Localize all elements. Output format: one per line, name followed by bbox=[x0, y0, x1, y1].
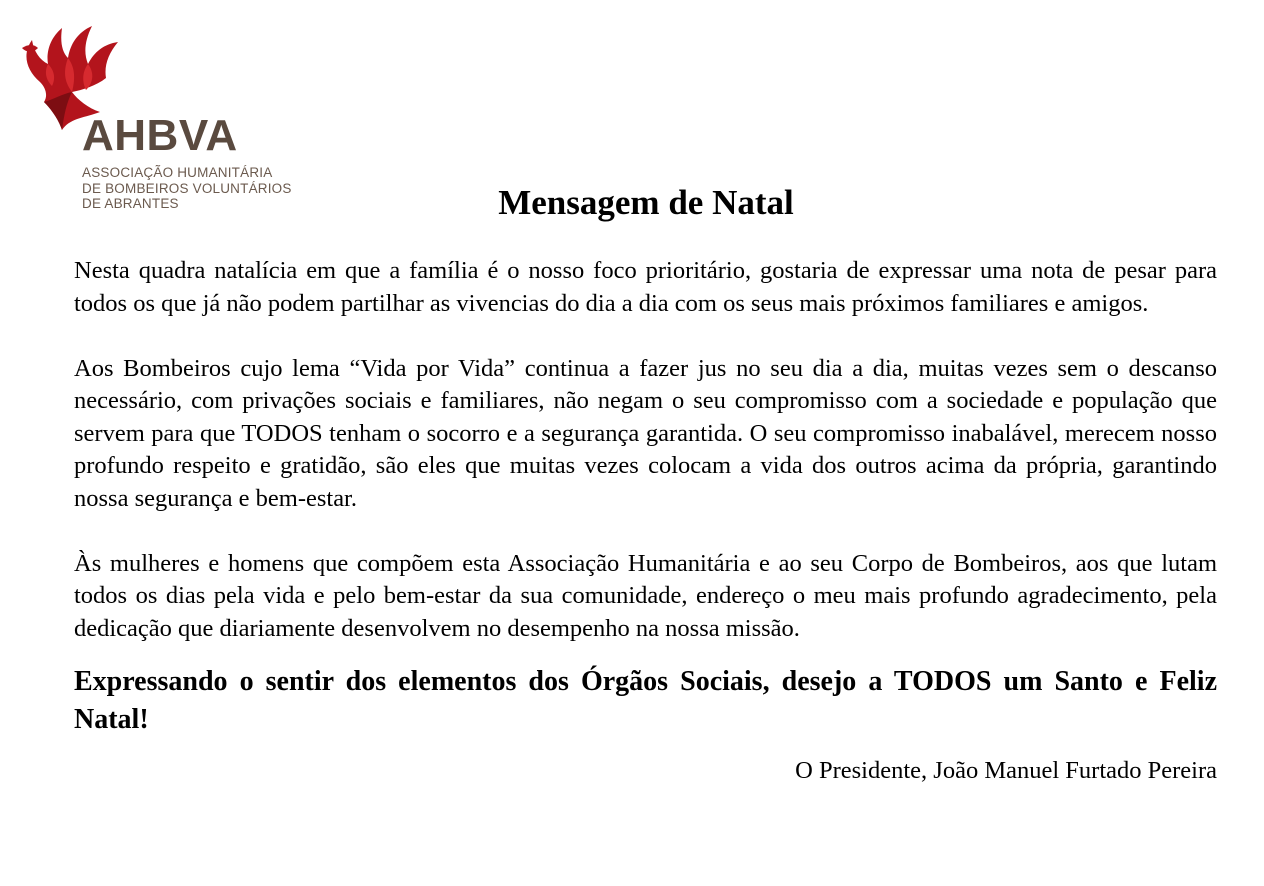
signature: O Presidente, João Manuel Furtado Pereira bbox=[795, 757, 1217, 784]
paragraph: Às mulheres e homens que compõem esta Associação Humanitária e ao seu Corpo de Bombeiros, aos que lutam todos os dias pela vida e pelo bem-estar da sua comunidade, endereço o meu mais profundo agradecimento, pela dedicação que diariamente desenvolvem no desempenho na nossa missão. bbox=[74, 549, 1217, 642]
page-title: Mensagem de Natal bbox=[498, 183, 794, 222]
logo-subtitle-line: DE ABRANTES bbox=[82, 196, 179, 211]
closing-wish: Expressando o sentir dos elementos dos Órgãos Sociais, desejo a TODOS um Santo e Feliz Natal! bbox=[74, 666, 1217, 735]
logo-subtitle-line: DE BOMBEIROS VOLUNTÁRIOS bbox=[82, 180, 292, 196]
paragraph: Nesta quadra natalícia em que a família é o nosso foco prioritário, gostaria de expressar uma nota de pesar para todos os que já não podem partilhar as vivencias do dia a dia com os seus mais próximos familiares e amigos. bbox=[74, 257, 1217, 317]
logo-subtitle-line: ASSOCIAÇÃO HUMANITÁRIA bbox=[82, 165, 273, 180]
logo-name: AHBVA bbox=[82, 111, 238, 160]
paragraph: Aos Bombeiros cujo lema “Vida por Vida” continua a fazer jus no seu dia a dia, muitas vezes sem o descanso necessário, com privações sociais e familiares, não negam o seu compromisso com a sociedade e população que servem para que TODOS tenham o socorro e a segurança garantida. O seu compromisso inabalável, merecem nosso profundo respeito e gratidão, são eles que muitas vezes colocam a vida dos outros acima da própria, garantindo nossa segurança e bem-estar. bbox=[74, 354, 1217, 512]
letter-body bbox=[74, 255, 1217, 787]
